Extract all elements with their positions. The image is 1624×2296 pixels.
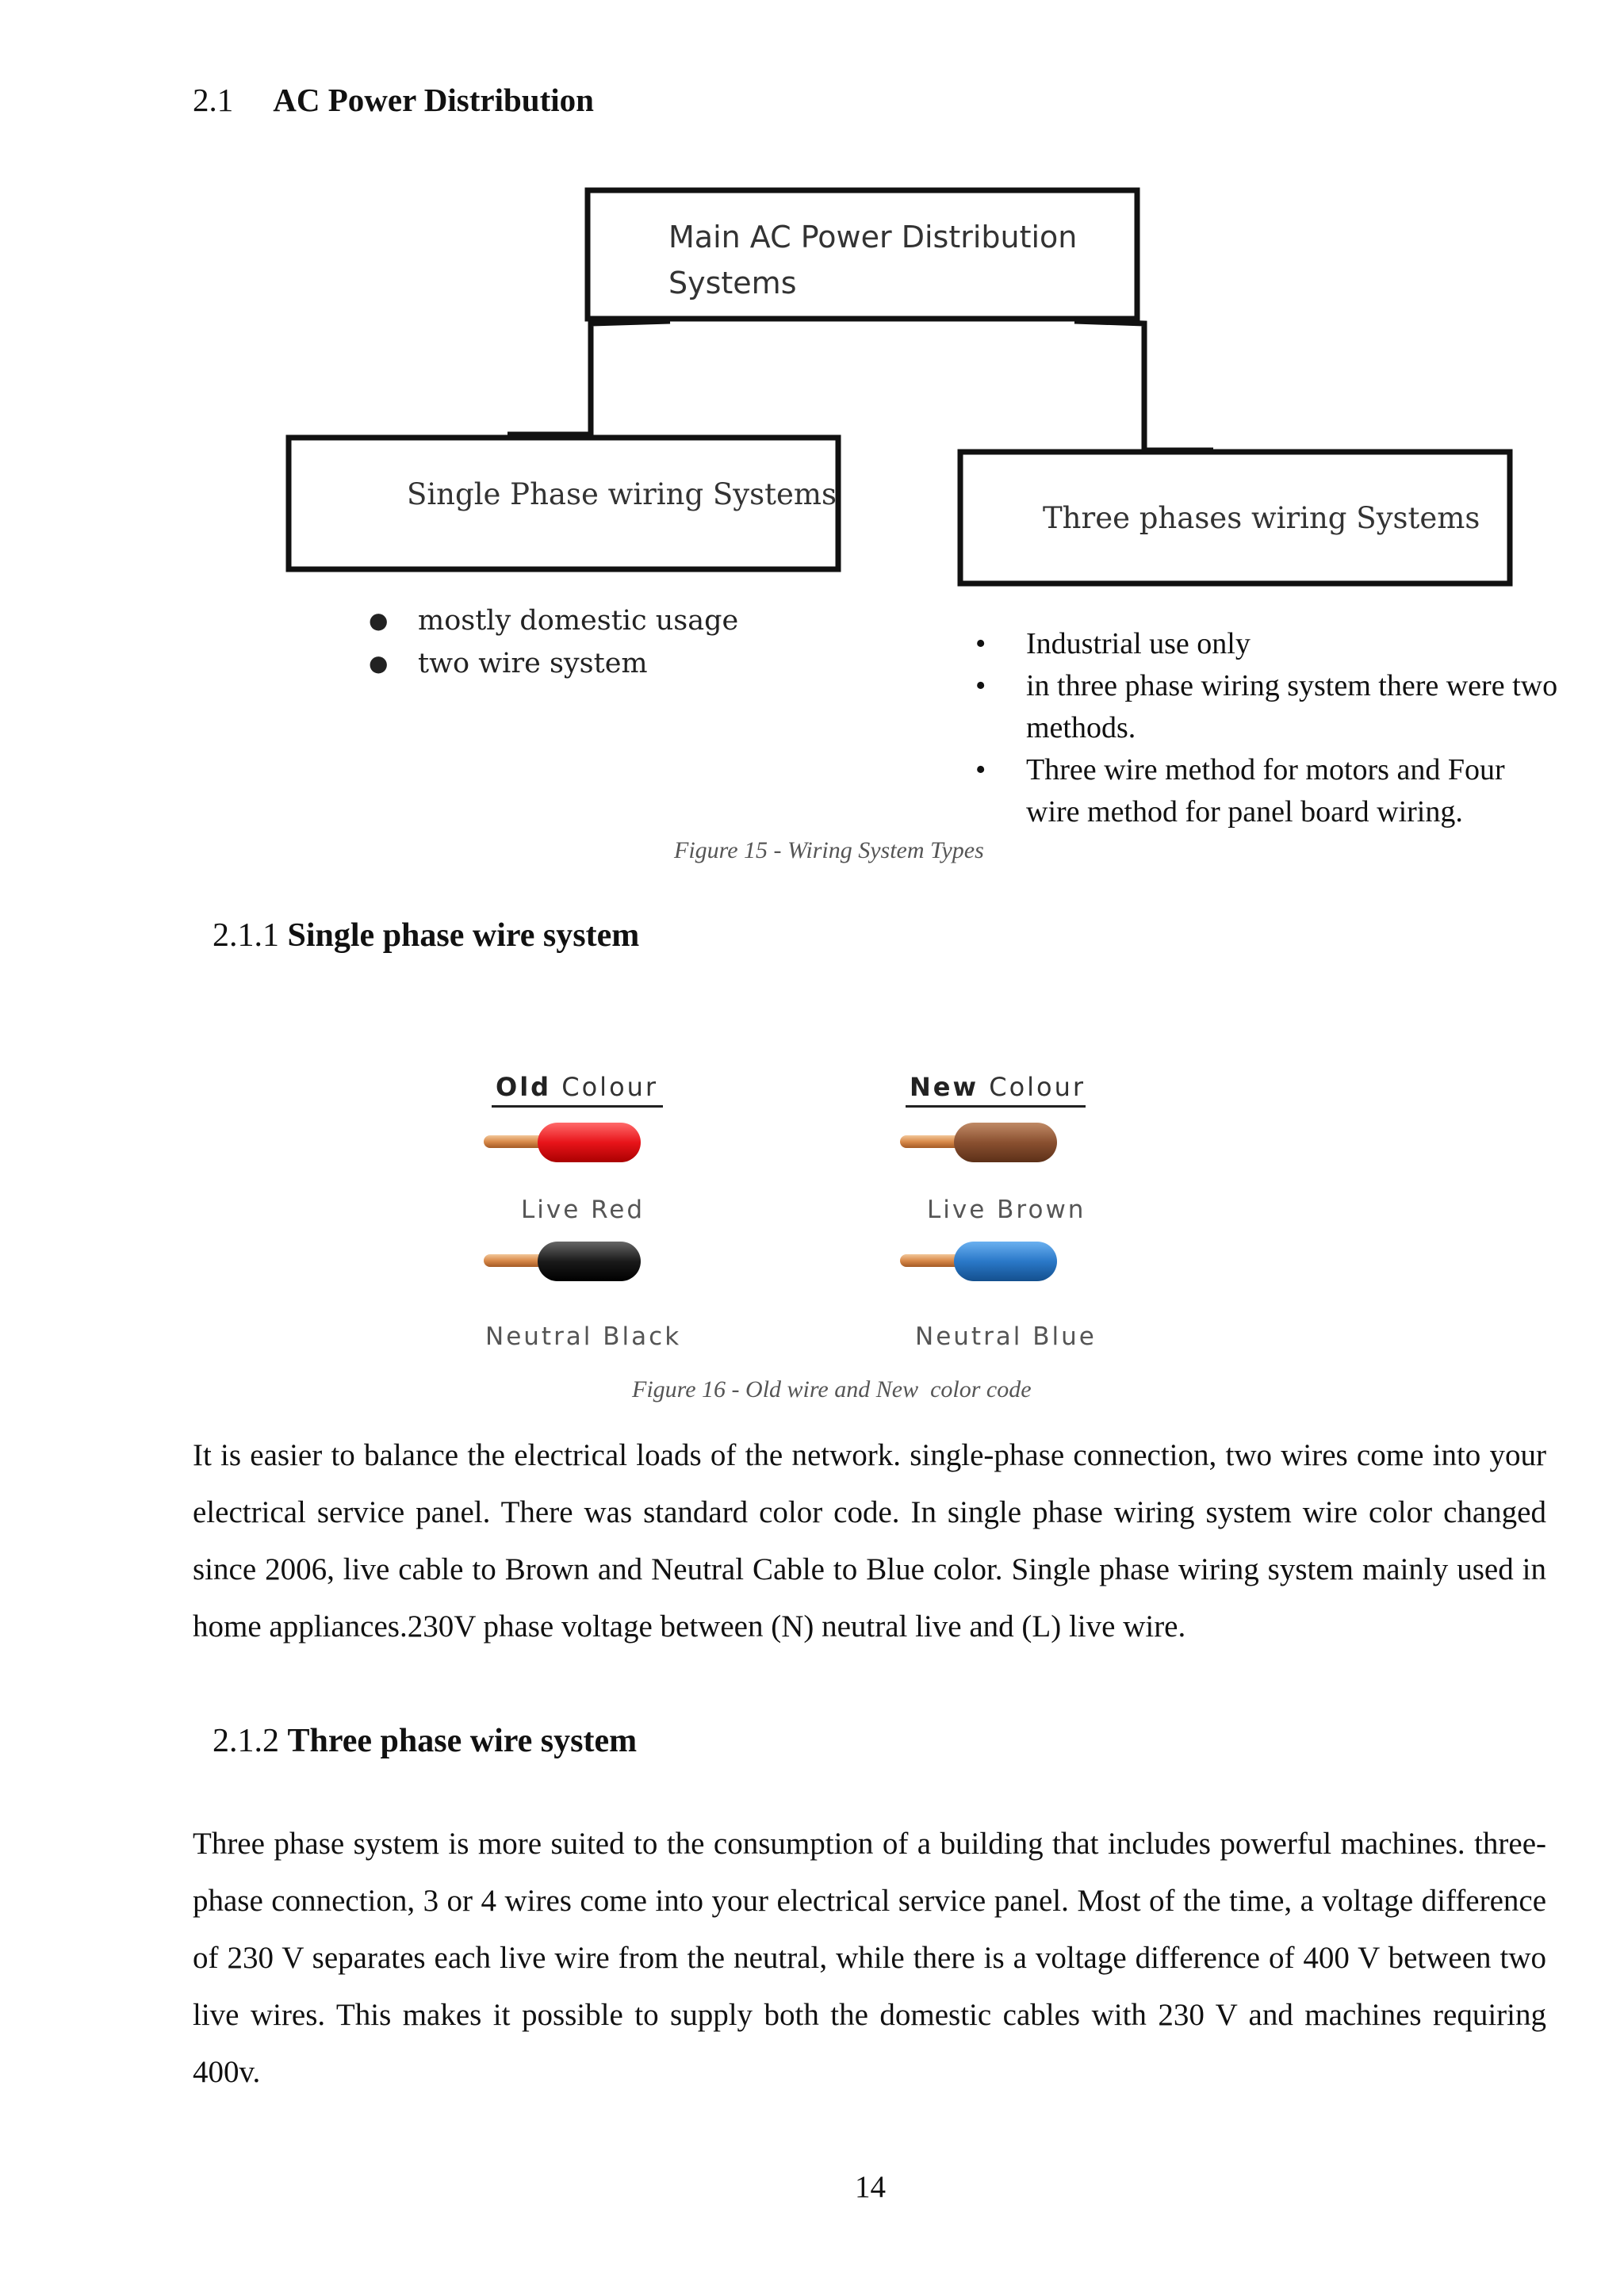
paragraph-three-phase: Three phase system is more suited to the consumption of a building that includes powerful machines. three-phase connection, 3 or 4 wires come into your electrical service panel. Most of the time, a voltage difference of 230 V separates each live wire from the neutral, while there is a voltage difference of 400 V between two live wires. This makes it possible to supply both the domestic cables with 230 V and machines requiring 400v. bbox=[193, 1827, 1546, 2089]
left-box-label: Single Phase wiring Systems bbox=[407, 477, 837, 511]
right-box-label: Three phases wiring Systems bbox=[1043, 501, 1480, 535]
figure-15-caption: Figure 15 - Wiring System Types bbox=[674, 837, 984, 863]
label-old-live: Live Red bbox=[521, 1196, 645, 1224]
page-number: 14 bbox=[855, 2170, 886, 2204]
list-item: ● two wire system bbox=[369, 648, 648, 679]
subsection-heading-single-phase bbox=[213, 916, 639, 955]
label-new-live: Live Brown bbox=[927, 1196, 1086, 1224]
left-bullet-list bbox=[369, 599, 738, 685]
right-bullet-list bbox=[975, 623, 1562, 833]
wiring-system-diagram bbox=[0, 0, 1624, 872]
subsection-title: Single phase wire system bbox=[287, 917, 640, 954]
list-item: • Three wire method for motors and Four wire method for panel board wiring. bbox=[975, 753, 1505, 828]
list-item: ● mostly domestic usage bbox=[369, 605, 739, 637]
left-connector bbox=[508, 321, 670, 434]
list-item: • in three phase wiring system there were two methods. bbox=[975, 669, 1558, 744]
label-new-neutral: Neutral Blue bbox=[915, 1322, 1097, 1351]
subsection-number: 2.1.2 bbox=[213, 1723, 279, 1759]
old-colour-title: Old Colour bbox=[496, 1072, 659, 1102]
wire-old-neutral-black bbox=[484, 1242, 641, 1281]
main-box-line1: Main AC Power Distribution bbox=[668, 220, 1078, 254]
figure-16-caption: Figure 16 - Old wire and New color code bbox=[632, 1376, 1032, 1402]
wire-color-figure bbox=[444, 1047, 1158, 1364]
label-old-neutral: Neutral Black bbox=[485, 1322, 682, 1351]
main-box-line2: Systems bbox=[668, 266, 797, 300]
section-number: 2.1 bbox=[193, 82, 234, 118]
subsection-title: Three phase wire system bbox=[287, 1723, 638, 1759]
wire-new-neutral-blue bbox=[900, 1242, 1057, 1281]
list-item: • Industrial use only bbox=[975, 627, 1251, 660]
main-box-label bbox=[668, 214, 1077, 306]
paragraph-single-phase: It is easier to balance the electrical loads of the network. single-phase connection, two wires come into your electrical service panel. There was standard color code. In single phase wiring system wire color changed since 2006, live cable to Brown and Neutral Cable to Blue color. Single phase wiring system mainly used in home appliances.230V phase voltage between (N) neutral live and (L) live wire. bbox=[193, 1438, 1546, 1644]
new-colour-title: New Colour bbox=[910, 1072, 1086, 1102]
subsection-heading-three-phase bbox=[213, 1722, 637, 1760]
wire-old-live-red bbox=[484, 1123, 641, 1162]
right-connector bbox=[1074, 321, 1213, 450]
subsection-number: 2.1.1 bbox=[213, 917, 279, 954]
section-title: AC Power Distribution bbox=[273, 82, 594, 118]
wire-new-live-brown bbox=[900, 1123, 1057, 1162]
